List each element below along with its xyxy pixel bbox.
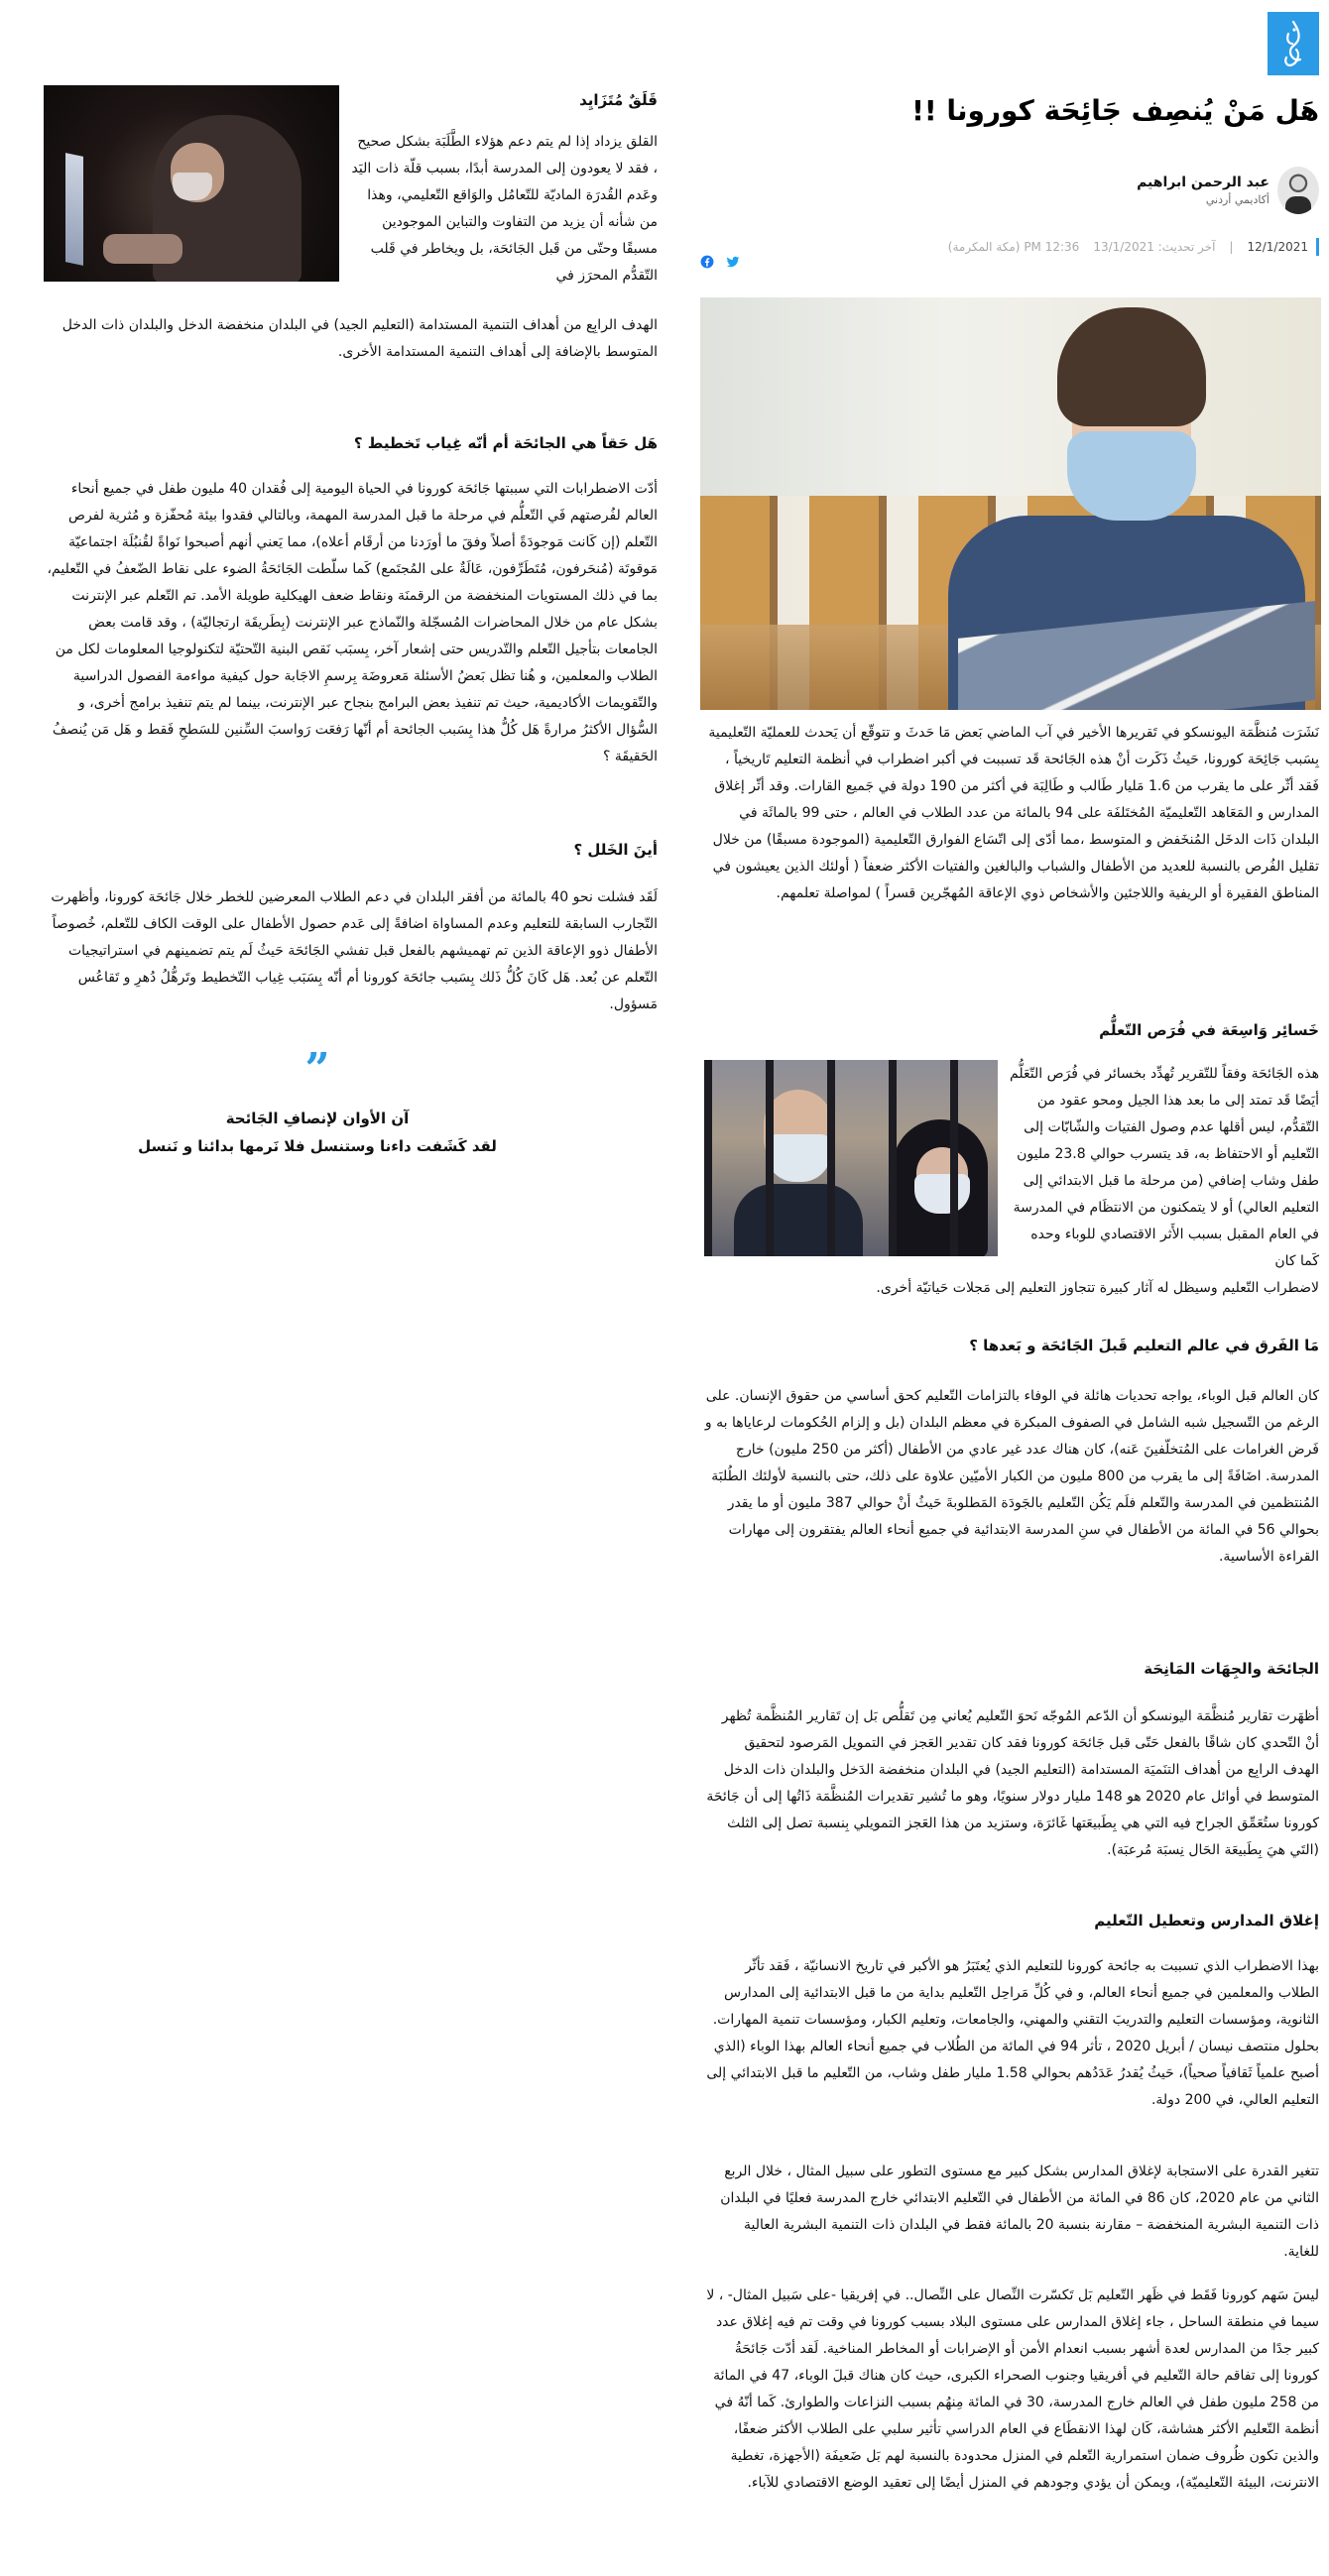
- quote-line-2: لقد كَشَفت داءنا وستنسل فلا نَرمها بدائنا و نَنسل: [138, 1137, 497, 1155]
- published-date: 12/1/2021: [1247, 240, 1308, 254]
- paragraph-learning-losses: هذه الجَائحَة وفقاً للتّقرير تُهدِّد بخسائر في فُرَص التّعَلُّم أيَضًا قَد تمتد إلى ما بعد هذا الجيل ومحو عقود من التّقدُّم، ليس أقلها عدم وصول الفتيات والشّابّات إلى التّعليم أو الاحتفاظ به، قد يتسرب حوالي 23.8 مليون طفل وشاب إضافي (من مرحلة ما قبل الابتدائي إلى التعليم العالي) أو لا يتمكنون من الانتظَام في المدرسة في العام المقبل بسبب الأَثر الاقتصادي للوباء وحده كَما كان: [1010, 1066, 1319, 1269]
- paragraph-growing-anxiety: القلق يزداد إذا لم يتم دعم هؤلاء الطَّلَبَة بشكل صحيح ، فقد لا يعودون إلى المدرسة أبدًا، بسبب قلّة ذات اليَد وعَدم القُدرَة الماديّة للتّعامُل والوَاقع التّعليمي، وهذا من شأنه أن يزيد من التفاوت والتباين الموجودين مسبقًا وحتّى من قَبل الجَائحَة، بل ويخاطر في قَلب التّقدُّم المحرَز في: [351, 134, 658, 284]
- article-meta: [948, 238, 1319, 256]
- hero-image: [700, 297, 1321, 710]
- updated-date: آخر تحديث: 13/1/2021: [1093, 240, 1216, 254]
- paragraph-growing-anxiety-end: الهدف الرابِع من أهداف التنمية المستدامة (التعليم الجيد) في البلدان منخفضة الدخل والبلدان ذات الدخل المتوسط بالإضافة إلى أهداف التنمية المستدامة الأخرى.: [61, 317, 658, 360]
- heading-donors: الجائحَة والجِهَات المَانِحَة: [1144, 1660, 1319, 1678]
- paragraph-pandemic-or-planning: أدّت الاضطرابات التي سببتها جَائحَة كورونا في الحياة اليومية إلى فُقدان 40 مليون طفل في جميع أنحاء العالم لفُرصتهم فَي التّعلُّم في مرحلة ما قبل المدرسة المهمة، وبالتالي فقدوا بيئة مُحفّزة و مُثرية لفرص التّعلم (إن كَانت مَوجودَةً أصلاً وفقَ ما أورَدنا من أرقَام أعلاه)، مما يَعني أنهم أصبحوا نَواةً لقُنبُلَة اجتماعيّة مَوقوتَة (مُنحَرفون، مُتَطَرِّفون، عَالَةٌ على المُجتَمع) كَما سلّطت الجَائحَةُ الضوء على نقاط الضّعفُ في التّعليم، بما في ذلك المستويات المنخفضة من الرقمنَة ونقاط ضعف الهيكلية طويلة الأمد. تم التّعلم عبر الإنترنت بشكل عام من خلال المحاضرات المُسجّلة والنّماذج عبر الإنترنت (بِطَريقَة ارتجاليّة) ، وقد قامت بعض الجامعات بتأجيل التّعلم والتّدريس حتى إشعار آخر، بِسبَب نَقص البنية التّحتيّة لتكنولوجيا المعلومات لكل من الطلاب والمعلمين، و هُنا تظل بَعضُ الأسئلة مَعروضَة بِرسمِ الاجَابة حول كيفية مواءمة الفصول الدراسية والتّقويمات الأكاديمية، حيث تم تنفيذ بعض البرامج بنجاح عبر الإنترنت، بينما لم يتم تنفيذ برامج أخرى، و السُّؤال الأكثرُ مرارةً هَل كُلُّ هذا بِسَبب الجائحة أم أنّها رَفعَت رَواسبَ السِّنين للسَطحِ فَقط و هَل مَن يُنصفُ الحَقيقَة ؟: [47, 481, 658, 764]
- author-avatar[interactable]: [1277, 167, 1319, 214]
- heading-learning-losses: خَسائِر وَاسِعَة في فُرَص التّعلُّم: [1099, 1021, 1319, 1039]
- paragraph-school-closure-2: تتغير القدرة على الاستجابة لإغلاق المدارس بشكل كبير مع مستوى التطور على سبيل المثال ، خلال الربع الثاني من عام 2020، كان 86 في المائة من الأطفال في التّعليم الابتدائي خارج المدرسة فعليًا في البلدان ذات التنمية البشرية المنخفضة – مقارنة بنسبة 20 بالمائة فقط في البلدان ذات التنمية البشرية العالية للغاية.: [720, 2164, 1319, 2260]
- paragraph-donors: أظهَرت تقارير مُنظَّمَة اليونسكو أن الدّعم المُوجّه نَحوَ التّعليم يُعاني مِن تَقلُّص بَل إن تَقارير المُنظَّمة تُظهر أنْ التّحدي كان شاقًا بالفعل حَتّى قبل جَائحَة كورونا فقد كان تقدير العَجز في التمويل المَرصود لتحقيق الهدف الرابِع من أهداف التنَميَة المستدامة (التعليم الجيد) في البلدان منخفضة الدَخل والبلدان ذات الدخل المتوسط في أوائل عام 2020 هو 148 مليار دولار سنويًا، وهو ما تُشير تقديرات المُنظَّمَة ذَاتُها إلى أن جَائحَة كورونا ستُعَمِّق الجراح فيه التي هي بِطَبيعَتها غَائرَة، وستزيد من هذا العَجز التمويلي بِنسبة تصل إلى الثلث (التَي هيَ بِطَبيعَة الحَال نِسبَة مُرعبَة).: [706, 1708, 1319, 1858]
- quote-mark-icon: ”: [304, 1044, 330, 1095]
- author-role: أكاديمي أردني: [1205, 193, 1269, 206]
- heading-pandemic-or-planning: هَل حَقاً هي الجائحَة أم أنّه غِياب تَخطيط ؟: [353, 434, 658, 452]
- author-block[interactable]: [1137, 167, 1319, 214]
- paragraph-school-closure-3: ليسَ سَهم كورونا فَقَط في ظَهر التّعليم بَل تَكسّرت النِّصال على النِّصال.. في إفريقيا -على سَبيل المثال- ، لا سيما في منطقة الساحل ، جاء إغلاق المدارس على مستوى البلاد بسبب كورونا في وقت تم فيه إغلاق عدد كبير جدًا من المدارس لعدة أشهر بسبب انعدام الأمن أو الإضرابات أو المخاطر المناخية. لَقد أدّت جَائحَةُ كورونا إلى تفاقم حالة التّعليم في أفريقيا وجنوب الصحراء الكبرى، حيث كان هناك قبلَ الوباء، 47 في المائة من 258 مليون طفل في العالم خارج المدرسة، 30 في المائة مِنهُم بسبب النزاعات والطوارئ. كَما أنّهُ في أنظمة التّعليم الأكثر هشاشة، كَان لهذا الانقطَاع في العام الدراسي تأثير سلبي على الطلاب الأكثر ضعفًا، والذين تكون ظُروف ضمان استمرارية التّعلم في المنزل محدودة بالنسبة لهم بَل ضَعيفَة (الأجهزة، تغطية الانترنت، البيئة التّعليميّة)، ويمكن أن يؤدي وجودهم في المنزل أيضًا إلى تعقيد الوضع الاقتصادي للآباء.: [706, 2287, 1319, 2491]
- heading-before-after: مَا الفَرق في عالم التعليم قَبلَ الجَائحَة و بَعدها ؟: [969, 1337, 1319, 1354]
- paragraph-school-closure-1: بهذا الاضطراب الذي تسببت به جائحة كورونا للتعليم الذي يُعتَبَرُ هو الأكبر في تاريخ الانسانيّة ، فَقد تأثّر الطلاب والمعلمين في جميع أنحاء العالم، و في كُلِّ مَراحِل التّعليم بداية من ما قبل الابتدائية إلى المدارس الثانوية، ومؤسسات التعليم والتدريبَ التقني والمهني، والجامعات، وتعليم الكبار، ومؤسسات تنمية المهارات. بحلول منتصف نيسان / أبريل 2020 ، تأثر 94 في المائة من الطُلاب في جميع أنحاء العالم بهذا الوباء (الذي أصبح علمياً ثَقافياً صحياً)، حَيثُ يُقدرُ عَدَدُهم بحوالي 1.58 مليار طفل وشاب، من التّعليم ما قبل الابتدائي إلى التعليم العالي، في 200 دولة.: [706, 1958, 1319, 2108]
- paragraph-learning-losses-end: لاضطراب التّعليم وسيظل له آثار كبيرة تتجاوز التعليم إلى مَجلات حَياتيّة أخرى.: [876, 1280, 1319, 1296]
- paragraph-before-after: كان العالم قبل الوباء، يواجه تحديات هائلة في الوفاء بالتزامات التّعليم كحق أساسي من حقوق الإنسان. على الرغم من التّسجيل شبه الشامل في الصفوف المبكرة في معظم البلدان (بل و إلزام الحُكومات لرعاياها به و فَرض الغرامات على المُتخلّفينَ عَنه)، كان هناك عدد غير عادي من الأطفال (أكثر من 250 مليون) خارج المدرسة. اضَافَةً إلى ما يقرب من 800 مليون من الكبار الأميّين علاوة على ذلك، حتى بالنسبة لأولئك الطُلبَة المُنتظمين في المدرسة والتّعلم فلَم يَكُن التّعليم بالجَودَة المَطلوبةَ حَيثُ أنْ حوالي 387 مليون أو ما يقدر بحوالي 56 في المائة من الأطفال في سنِ المدرسة الابتدائية في جميع أنحاء العالم يفتقرون إلى مهارات القراءة الأساسية.: [704, 1388, 1319, 1565]
- updated-time: 12:36 PM (مكة المكرمة): [947, 240, 1080, 254]
- pull-quote: [40, 1044, 595, 1160]
- article-title: هَل مَنْ يُنصِف جَائِحَة كورونا !!: [911, 94, 1319, 127]
- night-laptop-image: [44, 85, 339, 282]
- paragraph-intro: نَشَرَت مُنظَّمَة اليونسكو في تَقريرها الأخير في آب الماضي بَعض مَا حَدثَ و تتوقّع أن يَحدث للعمليّة التّعليمية بِسَبب جَائِحَة كورونا، حَيثُ ذَكَرت أنْ هذه الجَائحة قَد تسببت في أكبر اضطراب في أنظمة التعليم تَاريخياً ، فَقد أثّر على ما يقرب من 1.6 مَليار طَالب و طَالِبَة في أكثر من 190 دولة في جَميع القارات. وقد أثّر إغلاق المدارس و المَعَاهد التّعليميّة المُختَلفَة على 94 بالمائة من عدد الطلاب في العالم ، حتى 99 بالمائَة في البلدان ذَات الدخَل المُنخَفض و المتوسط ،مما أدّى إلى اتّسَاع الفوارق التّعليمية (الموجودة مسبقًا) من خلال تقليل الفُرص بالنسبة للعديد من الأطفال والشباب والبالغين والفتيات الأكثر ضعفاً ( أولئك الذين يعيشون في المناطق الفقيرة أو الريفية واللاجئين والأشخاص ذوي الإعاقة المُهجّرين قسراً ) لمواصلة تعلمهم.: [708, 725, 1319, 901]
- heading-growing-anxiety: قَلَقٌ مُتَزَايِد: [579, 91, 658, 109]
- student-figure: [938, 307, 1295, 710]
- aljazeera-calligraphy-icon: [1278, 20, 1308, 67]
- bars-image: [704, 1060, 998, 1256]
- quote-line-1: آن الأوان لإنصافِ الجَائحة: [225, 1110, 410, 1127]
- twitter-icon[interactable]: [726, 254, 740, 268]
- facebook-icon[interactable]: [700, 254, 714, 268]
- share-buttons: [700, 254, 740, 268]
- author-name[interactable]: عبد الرحمن ابراهيم: [1137, 175, 1269, 190]
- heading-school-closure: إغلاق المدارس وتعطيل التّعليم: [1094, 1912, 1319, 1930]
- meta-separator: |: [1229, 240, 1234, 254]
- heading-where-is-flaw: أينَ الخَلل ؟: [573, 841, 658, 859]
- aljazeera-logo[interactable]: [1268, 12, 1319, 75]
- paragraph-where-is-flaw: لَقَد فشلت نحو 40 بالمائة من أفقر البلدان في دعم الطلاب المعرضين للخطر خلال جَائحَة كورونا، وأظهرت التّجارب السابقة للتعليم وعدم المساواة اضافةً إلى عَدم حصول الأطفال على الوقت الكاف للتّعلم، خُصوصاً الأطفال ذوو الإعاقة الذين تم تهميشهم بالفعل قبل تفشي الجَائحَة حَيثُ لَم يتم تضمينهم في استراتيجيات التّعلم عن بُعد. هَل كَانَ كُلُّ ذَلك بِسَبب جائحَة كورونا أم أنّه بِسَبَب غِياب التّخطيط وتَرهُّلُ دُهرِ و تَقاعُس مَسؤول.: [51, 889, 658, 1012]
